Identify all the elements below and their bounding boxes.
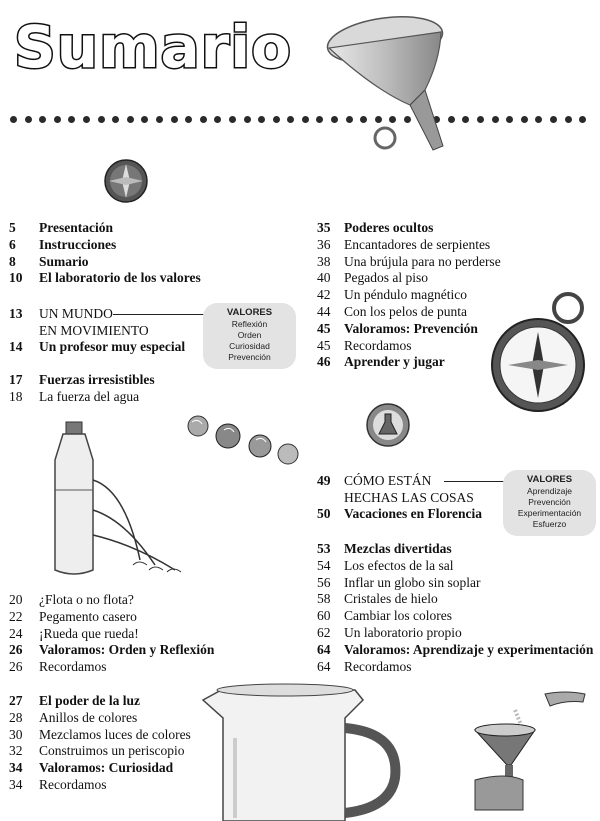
divider-dot	[302, 116, 309, 123]
entry-title: Cambiar los colores	[344, 608, 452, 624]
divider-dot	[83, 116, 90, 123]
divider-dot	[550, 116, 557, 123]
entry-title: Valoramos: Curiosidad	[39, 760, 174, 776]
toc-entry[interactable]	[317, 237, 587, 254]
valor-item: Experimentación	[517, 508, 582, 518]
entry-title: El laboratorio de los valores	[39, 270, 201, 286]
valores-title: VALORES	[526, 474, 573, 485]
marbles-illustration	[180, 412, 310, 467]
compass-illustration	[488, 290, 593, 420]
toc-entry[interactable]	[9, 659, 279, 676]
divider-dot	[579, 116, 586, 123]
entry-title: Encantadores de serpientes	[344, 236, 491, 252]
page-number: 36	[317, 236, 331, 252]
entry-title: Recordamos	[39, 777, 107, 792]
page-number: 42	[317, 287, 331, 303]
entry-title: Instrucciones	[39, 236, 117, 252]
entry-title: Los efectos de la sal	[344, 557, 454, 573]
divider-dot	[477, 116, 484, 123]
divider-dot	[273, 116, 280, 123]
toc-entry[interactable]	[9, 339, 209, 356]
divider-dot	[98, 116, 105, 123]
section-number: 13	[9, 306, 23, 321]
entry-title: Anillos de colores	[39, 709, 138, 725]
divider-dot	[185, 116, 192, 123]
valores-title: VALORES	[226, 307, 273, 318]
page-number: 35	[317, 220, 331, 235]
entry-title: Cristales de hielo	[344, 591, 438, 607]
hand-funnel-illustration	[455, 680, 595, 820]
leader-line	[444, 481, 506, 482]
divider-dot	[54, 116, 61, 123]
page-number: 45	[317, 320, 331, 336]
valores-box	[503, 470, 596, 536]
divider-dot	[244, 116, 251, 123]
valor-item: Reflexión	[231, 319, 268, 329]
entry-title: Sumario	[39, 253, 89, 269]
divider-dot	[258, 116, 265, 123]
entry-title: Aprender y jugar	[344, 354, 445, 370]
entry-title: Valoramos: Aprendizaje y experimentación	[344, 641, 594, 657]
section-title-line1: UN MUNDO	[39, 306, 113, 321]
valores-box	[203, 303, 296, 369]
section-title-line2: EN MOVIMIENTO	[39, 323, 149, 338]
page-number: 17	[9, 372, 23, 387]
compass-rose-icon	[103, 158, 149, 204]
page-number: 28	[9, 709, 23, 725]
divider-dot	[506, 116, 513, 123]
valor-item: Prevención	[528, 497, 571, 507]
entry-title: Valoramos: Orden y Reflexión	[39, 642, 215, 658]
flask-icon	[365, 402, 411, 448]
entry-title: Vacaciones en Florencia	[344, 506, 482, 521]
page-number: 64	[317, 658, 331, 674]
toc-entry[interactable]	[317, 575, 587, 592]
valor-item: Orden	[237, 330, 262, 340]
entry-title: Recordamos	[39, 659, 107, 675]
divider-dot	[229, 116, 236, 123]
funnel-illustration	[315, 10, 465, 170]
divider-dot	[68, 116, 75, 123]
toc-entry[interactable]	[317, 506, 517, 523]
divider-dot	[127, 116, 134, 123]
divider-dot	[156, 116, 163, 123]
page-number: 45	[317, 337, 331, 353]
valor-item: Prevención	[228, 352, 271, 362]
entry-title: Un profesor muy especial	[39, 339, 186, 354]
toc-entry[interactable]	[317, 270, 587, 287]
page-title: Sumario	[14, 13, 292, 81]
page-number: 58	[317, 591, 331, 607]
page-number: 34	[9, 777, 23, 792]
page-number: 40	[317, 270, 331, 286]
divider-dot	[565, 116, 572, 123]
page-number: 30	[9, 726, 23, 742]
entry-title: Presentación	[39, 220, 113, 235]
valor-item: Curiosidad	[229, 341, 270, 351]
toc-entry[interactable]	[317, 254, 587, 271]
page-number: 10	[9, 270, 23, 286]
page-number: 46	[317, 354, 331, 370]
entry-title: La fuerza del agua	[39, 388, 140, 404]
divider-dot	[535, 116, 542, 123]
page-number: 5	[9, 220, 16, 235]
divider-dot	[10, 116, 17, 123]
dotted-divider	[10, 110, 595, 120]
page-number: 24	[9, 625, 23, 641]
bottle-illustration	[45, 420, 190, 580]
entry-title: Con los pelos de punta	[344, 304, 467, 319]
divider-dot	[112, 116, 119, 123]
entry-title: Recordamos	[344, 337, 412, 353]
valor-item: Aprendizaje	[527, 486, 572, 496]
divider-dot	[25, 116, 32, 123]
entry-title: Valoramos: Prevención	[344, 320, 478, 336]
entry-title: Recordamos	[344, 658, 412, 674]
page-number: 34	[9, 760, 23, 776]
divider-dot	[492, 116, 499, 123]
page-number: 22	[9, 608, 23, 624]
entry-title: Pegamento casero	[39, 608, 137, 624]
leader-line	[113, 314, 205, 315]
divider-dot	[287, 116, 294, 123]
toc-entry[interactable]	[9, 237, 279, 254]
entry-title: El poder de la luz	[39, 693, 141, 708]
page-number: 6	[9, 236, 16, 252]
section-number: 49	[317, 473, 331, 488]
page-number: 32	[9, 743, 23, 759]
toc-entry[interactable]	[9, 592, 279, 609]
entry-title: Un laboratorio propio	[344, 625, 462, 640]
entry-title: Pegados al piso	[344, 270, 428, 286]
divider-dot	[171, 116, 178, 123]
toc-entry[interactable]	[317, 608, 587, 625]
entry-title: Fuerzas irresistibles	[39, 372, 155, 387]
page-number: 27	[9, 693, 23, 708]
valor-item: Esfuerzo	[532, 519, 567, 529]
toc-entry[interactable]	[9, 626, 279, 643]
toc-entry[interactable]	[9, 389, 279, 406]
page-number: 60	[317, 608, 331, 624]
page-number: 50	[317, 506, 331, 521]
page-number: 38	[317, 253, 331, 269]
page-number: 8	[9, 253, 16, 269]
divider-dot	[39, 116, 46, 123]
page-number: 56	[317, 574, 331, 590]
section-title-line2: HECHAS LAS COSAS	[344, 490, 474, 505]
entry-title: Mezclas divertidas	[344, 541, 452, 556]
entry-title: Un péndulo magnético	[344, 287, 467, 303]
divider-dot	[521, 116, 528, 123]
page-number: 18	[9, 388, 23, 404]
toc-entry[interactable]	[9, 372, 279, 389]
page-number: 44	[317, 304, 331, 319]
entry-title: Una brújula para no perderse	[344, 253, 501, 269]
page-number: 26	[9, 659, 23, 675]
entry-title: Inflar un globo sin soplar	[344, 574, 481, 590]
jug-illustration	[195, 678, 410, 821]
toc-entry[interactable]	[317, 591, 587, 608]
page-number: 14	[9, 339, 23, 354]
entry-title: Construimos un periscopio	[39, 743, 185, 759]
page-number: 20	[9, 592, 23, 607]
divider-dot	[141, 116, 148, 123]
toc-entry[interactable]	[317, 541, 587, 558]
divider-dot	[214, 116, 221, 123]
toc-entry[interactable]	[9, 220, 279, 237]
page-number: 26	[9, 642, 23, 658]
page-number: 53	[317, 541, 331, 556]
toc-entry[interactable]	[317, 558, 587, 575]
toc-entry[interactable]	[317, 641, 594, 659]
entry-title: ¿Flota o no flota?	[39, 592, 134, 607]
toc-entry[interactable]	[9, 609, 279, 626]
toc-entry[interactable]	[9, 254, 279, 271]
toc-entry[interactable]	[317, 220, 587, 237]
toc-entry[interactable]	[9, 270, 279, 287]
divider-dot	[200, 116, 207, 123]
toc-entry[interactable]	[9, 642, 279, 659]
page-number: 62	[317, 625, 331, 640]
entry-title: Poderes ocultos	[344, 220, 434, 235]
toc-entry[interactable]	[317, 625, 587, 642]
entry-title: ¡Rueda que rueda!	[39, 625, 139, 641]
toc-entry[interactable]	[317, 659, 587, 676]
page-number: 54	[317, 557, 331, 573]
entry-title: Mezclamos luces de colores	[39, 726, 191, 742]
section-title-line1: CÓMO ESTÁN	[344, 473, 432, 488]
page-number: 64	[317, 641, 331, 657]
